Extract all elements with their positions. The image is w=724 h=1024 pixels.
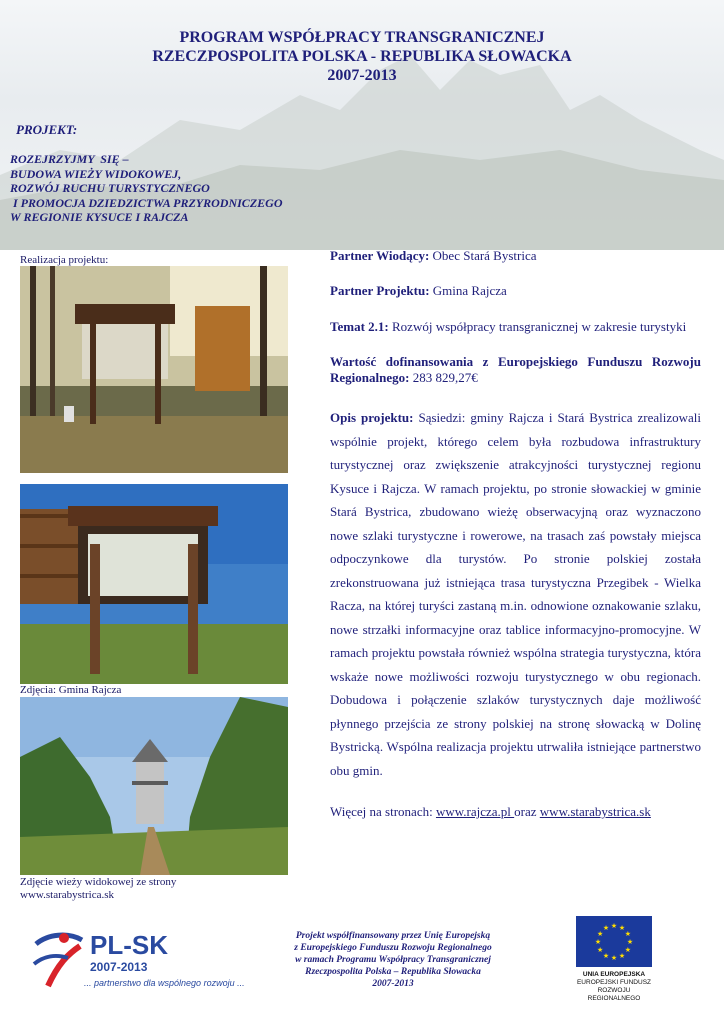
more-label: Więcej na stronach:	[330, 804, 436, 819]
eu-star-icon: ★	[610, 954, 618, 962]
program-title	[0, 28, 724, 85]
eu-line-3: ROZWOJU REGIONALNEGO	[587, 987, 641, 1002]
eu-star-icon: ★	[624, 946, 632, 954]
rajcza-link[interactable]: www.rajcza.pl	[435, 804, 515, 819]
photo-info-boards-forest	[20, 266, 288, 473]
note-line-1: Projekt współfinansowany przez Unię Europejską	[295, 931, 491, 941]
logo-tagline: ... partnerstwo dla wspólnego rozwoju ...	[84, 978, 245, 988]
photo2-caption: Zdjęcia: Gmina Rajcza	[20, 684, 122, 696]
topic-label: Temat 2.1:	[330, 319, 389, 334]
note-line-5: 2007-2013	[372, 979, 414, 989]
logo-years: 2007-2013	[90, 960, 148, 974]
title-line-2: RZECZPOSPOLITA POLSKA - REPUBLIKA SŁOWACKA	[152, 48, 572, 65]
funding-label: Wartość dofinansowania z Europejskiego Funduszu Rozwoju Regionalnego:	[330, 354, 701, 385]
pl-sk-logo	[28, 924, 268, 996]
eu-stars	[576, 916, 652, 967]
funding	[330, 354, 701, 386]
lead-partner-label: Partner Wiodący:	[330, 248, 430, 263]
eu-line-2: EUROPEJSKI FUNDUSZ	[576, 979, 652, 986]
eu-star-icon: ★	[624, 930, 632, 938]
note-line-2: z Europejskiego Funduszu Rozwoju Regionalnego	[294, 943, 492, 953]
note-line-4: Rzeczpospolita Polska – Republika Słowacka	[305, 967, 481, 977]
project-info	[330, 248, 701, 820]
photo3-caption-line-2: www.starabystrica.sk	[20, 889, 114, 901]
project-partner-value: Gmina Rajcza	[429, 283, 507, 298]
logo-main: PL-SK	[90, 930, 168, 960]
lead-partner	[330, 248, 701, 264]
eu-star-icon: ★	[618, 951, 626, 960]
description-text: Sąsiedzi: gminy Rajcza i Stará Bystrica zrealizowali wspólnie projekt, którego celem była rozbudowa infrastruktury turystycznej oraz zwiększenie atrakcyjności turystycznej regionu Kysuce i Rajcza. W ramach projektu, po stronie słowackiej w gminie Stará Bystrica, zbudowano wieżę obserwacyjną oraz wyznaczono nowe szlaki turystyczne i rowerowe, na trasach zaś powstały miejsca odpoczynkowe dla turystów. Po stronie polskiej została zrekonstruowana już istniejąca trasa turystyczna Przegibek - Wielka Racza, na której turyści zastaną m.in. odnowione oznakowanie szlaku, nowe strzałki informacyjne oraz tablice informacyjno-promocyjne. W ramach projektu powstała również wspólna strategia turystyczna, która wskaże nowe możliwości rozwoju turystycznego w obu regionach. Dobudowa i połączenie szlaków turystycznych daje możliwość płynnego przejścia ze strony polskiej na stronę słowacką w Dolinę Bystricką. Wspólna realizacja projektu utrwaliła istniejące partnerstwo obu gmin.	[330, 410, 702, 778]
eu-star-icon: ★	[618, 924, 626, 933]
eu-star-icon: ★	[610, 922, 618, 930]
project-label: PROJEKT:	[16, 122, 78, 137]
more-info	[330, 804, 701, 820]
photo3-caption	[20, 876, 176, 902]
cofinancing-note	[270, 930, 516, 990]
note-line-3: w ramach Programu Współpracy Transgranicznej	[295, 955, 491, 965]
eu-star-icon: ★	[596, 930, 604, 938]
description	[330, 406, 701, 782]
photo3-caption-line-1: Zdjęcie wieży widokowej ze strony	[20, 876, 177, 888]
project-name: ROZEJRZYJMY SIĘ – BUDOWA WIEŻY WIDOKOWEJ, ROZWÓJ RUCHU TURYSTYCZNEGO I PROMOCJA DZIEDZICTWA PRZYRODNICZEGO W REGIONIE KYSUCE I RAJCZA	[10, 152, 283, 224]
eu-star-icon: ★	[602, 951, 610, 960]
topic-value: Rozwój współpracy transgranicznej w zakresie turystyki	[388, 319, 687, 334]
eu-star-icon: ★	[626, 938, 634, 946]
topic	[330, 318, 701, 335]
eu-star-icon: ★	[596, 946, 604, 954]
starabystrica-link[interactable]: www.starabystrica.sk	[539, 804, 651, 819]
project-partner-label: Partner Projektu:	[330, 283, 430, 298]
realization-caption: Realizacja projektu:	[20, 254, 109, 266]
photo-observation-tower	[20, 697, 288, 875]
photo-info-board-tower	[20, 484, 288, 684]
title-line-3: 2007-2013	[327, 67, 397, 84]
description-label: Opis projektu:	[330, 410, 414, 425]
project-partner	[330, 283, 701, 299]
title-line-1: PROGRAM WSPÓŁPRACY TRANSGRANICZNEJ	[179, 29, 545, 46]
link-join: oraz	[514, 804, 540, 819]
funding-value: 283 829,27€	[409, 370, 478, 385]
eu-flag-icon	[576, 916, 652, 967]
eu-star-icon: ★	[594, 938, 602, 946]
eu-text	[572, 971, 656, 1003]
eu-emblem	[572, 916, 656, 1003]
eu-line-1: UNIA EUROPEJSKA	[582, 971, 646, 978]
eu-star-icon: ★	[602, 924, 610, 933]
lead-partner-value: Obec Stará Bystrica	[429, 248, 537, 263]
